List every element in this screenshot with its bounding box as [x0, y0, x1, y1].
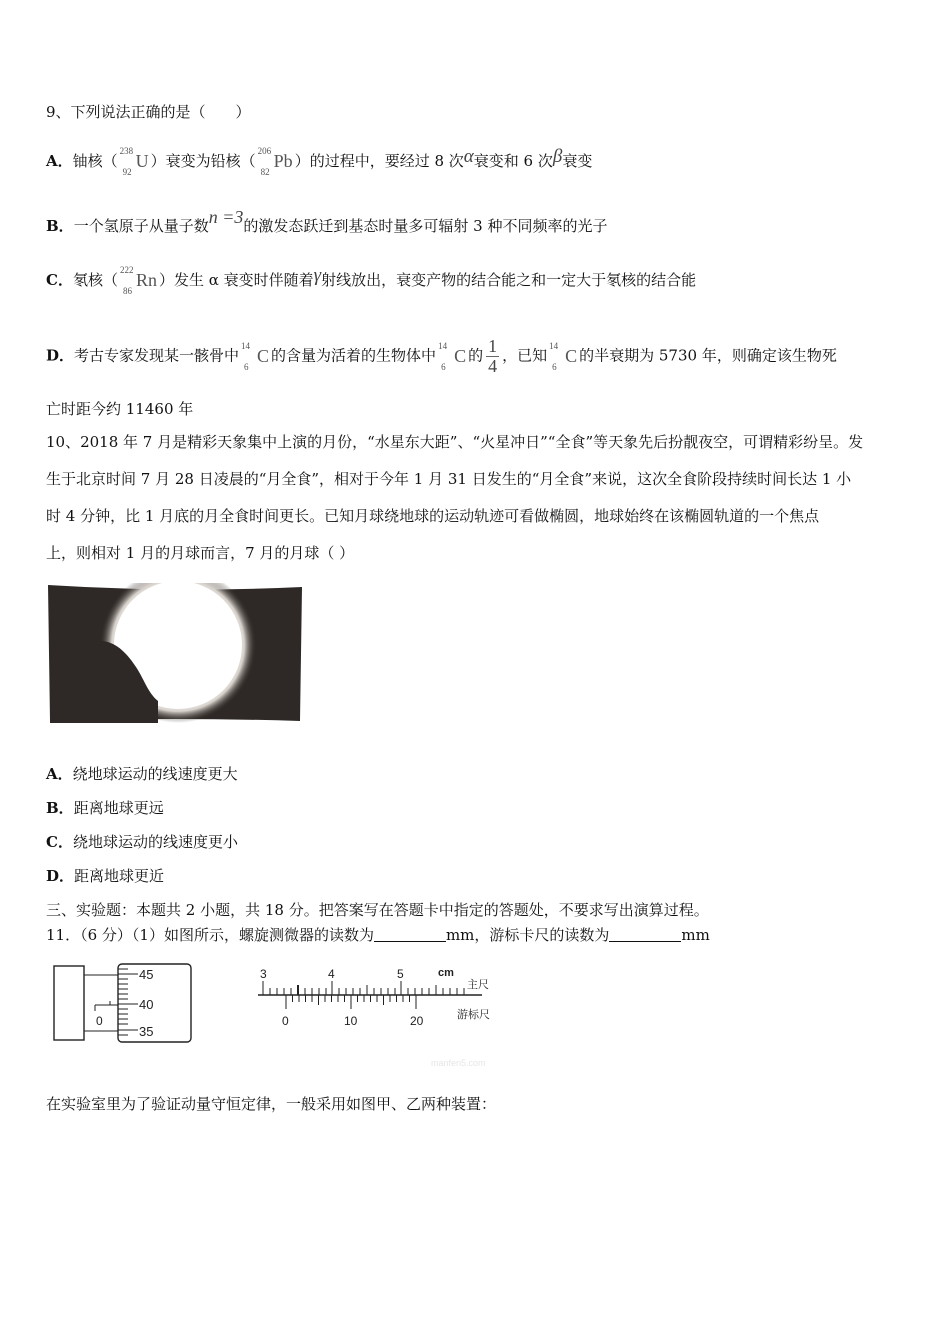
q10-stem: [46, 424, 908, 572]
quantum-number: n =3: [208, 207, 244, 227]
answer-blank-caliper[interactable]: [609, 927, 681, 942]
option-text: 绕地球运动的线速度更小: [72, 833, 238, 851]
option-label: D．: [46, 346, 75, 365]
text: 考古专家发现某一骸骨中: [74, 346, 240, 365]
text: ，已知: [502, 346, 548, 365]
q11-stem: [46, 925, 710, 945]
q10-line: 生于北京时间 7 月 28 日凌晨的“月全食”，相对于今年 1 月 31 日发生的“月全食”来说，这次全食阶段持续时间长达 1 小: [46, 470, 852, 488]
option-label: A．: [46, 765, 73, 783]
text: 衰变: [562, 152, 593, 170]
gamma-symbol: γ: [313, 265, 322, 286]
beta-symbol: β: [552, 146, 563, 167]
text: ）发生 α 衰变时伴随着: [158, 271, 314, 289]
svg-text:游标尺: 游标尺: [457, 1009, 490, 1021]
section-heading: 三、实验题：本题共 2 小题，共 18 分。把答案写在答题卡中指定的答题处，不要求写出演算过程。: [46, 901, 709, 919]
q9-option-b: [46, 207, 607, 236]
option-text: 绕地球运动的线速度更大: [72, 765, 238, 783]
option-label: D．: [46, 867, 75, 885]
text: 衰变和 6 次: [473, 152, 553, 170]
q9-stem: 9、下列说法正确的是（ ）: [46, 103, 251, 121]
q10-option-a: [46, 764, 238, 784]
fraction-one-quarter: $\frac{1}{4}$: [488, 336, 498, 376]
svg-text:主尺: 主尺: [467, 979, 489, 991]
answer-blank-micrometer[interactable]: [374, 927, 446, 942]
carbon14-nuclide: 14 6 C: [549, 340, 578, 372]
text: 11．（6 分）（1）如图所示，螺旋测微器的读数为: [46, 926, 374, 944]
text: ）的过程中，要经过 8 次: [294, 152, 464, 170]
lead-nuclide: 206 82 Pb: [257, 146, 293, 177]
uranium-nuclide: 238 92 U: [119, 146, 149, 177]
option-text: 距离地球更远: [73, 799, 164, 817]
svg-text:40: 40: [139, 997, 154, 1012]
option-label: C．: [46, 271, 73, 289]
vernier-caliper-figure: [255, 963, 535, 1073]
micrometer-figure: [50, 963, 200, 1045]
svg-text:10: 10: [344, 1014, 358, 1028]
svg-text:4: 4: [328, 967, 335, 981]
q11-continuation: 在实验室里为了验证动量守恒定律，一般采用如图甲、乙两种装置：: [46, 1095, 497, 1113]
q10-option-d: [46, 866, 164, 886]
q9-option-d-cont: 亡时距今约 11460 年: [46, 400, 194, 418]
svg-text:3: 3: [260, 967, 267, 981]
option-label: B．: [46, 217, 74, 235]
text: 一个氢原子从量子数: [73, 217, 209, 235]
lunar-eclipse-photo: [48, 583, 302, 723]
text: 铀核（: [72, 152, 118, 170]
svg-text:35: 35: [139, 1024, 154, 1039]
svg-text:20: 20: [410, 1014, 424, 1028]
text: 射线放出，衰变产物的结合能之和一定大于氡核的结合能: [321, 271, 697, 289]
svg-text:45: 45: [139, 967, 154, 982]
q10-option-c: [46, 832, 238, 852]
option-label: B．: [46, 799, 74, 817]
text: 的半衰期为 5730 年，则确定该生物死: [579, 346, 837, 365]
option-label: C．: [46, 833, 73, 851]
q9-option-c: [46, 265, 697, 296]
option-label: A．: [46, 152, 73, 170]
text: mm: [681, 926, 710, 944]
text: mm，游标卡尺的读数为: [445, 926, 610, 944]
text: 的激发态跃迁到基态时量多可辐射 3 种不同频率的光子: [243, 217, 608, 235]
q9-option-d: [46, 337, 837, 376]
q10-line: 上，则相对 1 月的月球而言，7 月的月球（ ）: [46, 544, 355, 562]
q9-option-a: [46, 146, 593, 177]
svg-text:5: 5: [397, 967, 404, 981]
svg-text:manfen5.com: manfen5.com: [431, 1058, 486, 1068]
svg-text:0: 0: [96, 1014, 103, 1028]
svg-text:cm: cm: [438, 967, 454, 979]
svg-text:0: 0: [282, 1014, 289, 1028]
option-text: 距离地球更近: [74, 867, 165, 885]
carbon14-nuclide: 14 6 C: [241, 340, 270, 372]
q10-line: 10、2018 年 7 月是精彩天象集中上演的月份，“水星东大距”、“火星冲日”“全食”等天象先后扮靓夜空，可谓精彩纷呈。发: [46, 433, 864, 451]
q10-option-b: [46, 798, 164, 818]
text: 的: [468, 346, 484, 365]
text: ）衰变为铅核（: [150, 152, 256, 170]
q10-line: 时 4 分钟，比 1 月底的月全食时间更长。已知月球绕地球的运动轨迹可看做椭圆，地球始终在该椭圆轨道的一个焦点: [46, 507, 820, 525]
text: 氡核（: [72, 271, 118, 289]
radon-nuclide: 222 86 Rn: [119, 265, 157, 296]
alpha-symbol: α: [463, 146, 474, 167]
carbon14-nuclide: 14 6 C: [438, 340, 467, 372]
text: 的含量为活着的生物体中: [271, 346, 437, 365]
